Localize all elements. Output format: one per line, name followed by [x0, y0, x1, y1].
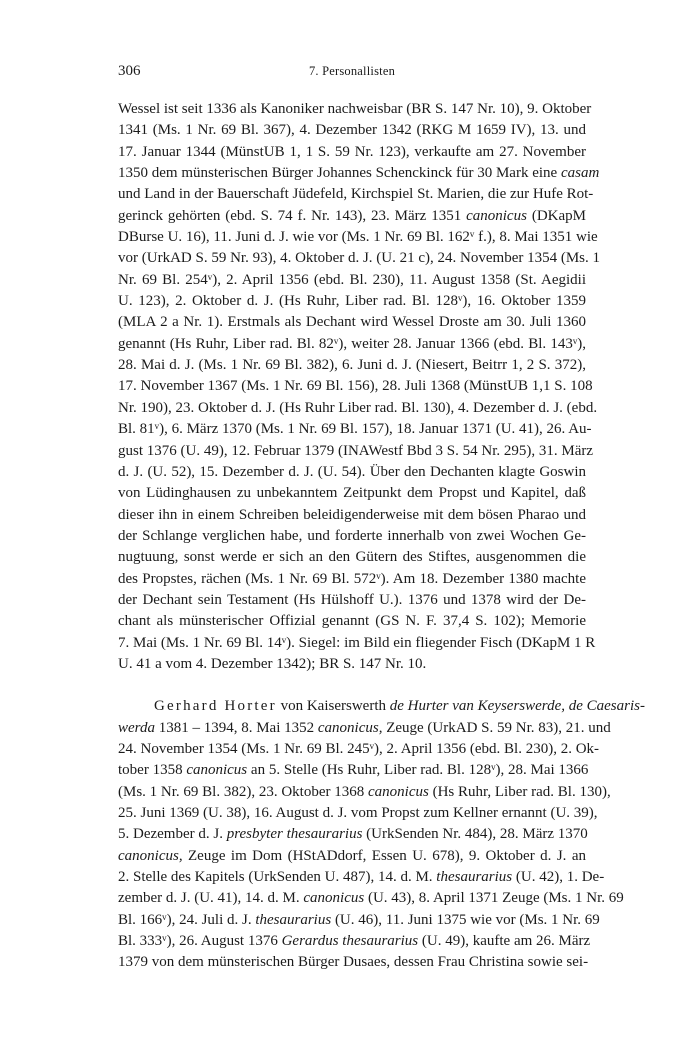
text-segment: chant als münsterischer Offizial genannt (GS N. F. 37,4 S. 102); Memorie: [118, 613, 586, 630]
text-line: [118, 718, 611, 739]
text-line: [118, 803, 598, 824]
text-line: [118, 334, 586, 355]
text-line: [118, 270, 586, 291]
text-segment: 1381 – 1394, 8. Mai 1352: [154, 719, 318, 736]
text-segment: 5. Dezember d. J.: [118, 826, 227, 843]
text-segment: U. 41 a vom 4. Dezember 1342); BR S. 147 Nr. 10.: [118, 655, 427, 672]
text-segment: tober 1358: [118, 762, 187, 779]
text-line: [118, 227, 598, 248]
text-line: [118, 867, 605, 888]
text-line: [118, 505, 586, 526]
text-segment: Bl. 81ᵛ), 6. März 1370 (Ms. 1 Nr. 69 Bl. 157), 18. Januar 1371 (U. 41), 26. Au-: [118, 421, 592, 438]
italic-term: werda: [118, 719, 155, 736]
italic-term: canonicus: [186, 762, 248, 779]
text-line: [118, 441, 594, 462]
text-line: [118, 526, 586, 547]
text-segment: der Dechant sein Testament (Hs Hülshoff U.). 1376 und 1378 wird der De-: [118, 591, 586, 608]
text-segment: von Lüdinghausen zu unbekanntem Zeitpunkt dem Propst und Kapitel, daß: [118, 485, 586, 502]
text-segment: der Schlange verglichen habe, und forderte innerhalb von zwei Wochen Ge-: [118, 527, 586, 544]
text-segment: (Ms. 1 Nr. 69 Bl. 382), 23. Oktober 1368: [118, 783, 368, 800]
text-line: [118, 760, 589, 781]
text-segment: Nr. 69 Bl. 254ᵛ), 2. April 1356 (ebd. Bl. 230), 11. August 1358 (St. Aegidii: [118, 271, 586, 288]
text-segment: (Hs Ruhr, Liber rad. Bl. 130),: [428, 783, 611, 800]
text-line: [118, 163, 600, 184]
text-segment: (U. 49), kaufte am 26. März: [418, 933, 591, 950]
text-line: [118, 952, 589, 973]
text-line: [118, 462, 586, 483]
text-segment: 17. November 1367 (Ms. 1 Nr. 69 Bl. 156), 28. Juli 1368 (MünstUB 1,1 S. 108: [118, 378, 593, 395]
text-segment: (MLA 2 a Nr. 1). Erstmals als Dechant wird Wessel Droste am 30. Juli 1360: [118, 314, 586, 331]
text-line: [118, 398, 598, 419]
text-segment: gerinck gehörten (ebd. S. 74 f. Nr. 143), 23. März 1351: [118, 207, 467, 224]
italic-term: thesaurarius: [255, 911, 332, 928]
text-segment: an 5. Stelle (Hs Ruhr, Liber rad. Bl. 128ᵛ), 28. Mai 1366: [247, 762, 589, 779]
text-line: [118, 739, 600, 760]
italic-term: canonicus: [368, 783, 429, 800]
text-segment: d. J. (U. 52), 15. Dezember d. J. (U. 54). Über den Dechanten klagte Goswin: [118, 463, 586, 480]
person-name: Gerhard Horter: [154, 698, 277, 715]
paragraph: [118, 696, 645, 973]
text-segment: des Propstes, rächen (Ms. 1 Nr. 69 Bl. 572ᵛ). Am 18. Dezember 1380 machte: [118, 570, 586, 587]
text-line: [118, 206, 586, 227]
text-segment: (UrkSenden Nr. 484), 28. März 1370: [362, 826, 588, 843]
text-segment: (U. 43), 8. April 1371 Zeuge (Ms. 1 Nr. 69: [364, 890, 624, 907]
italic-term: presbyter thesaurarius: [226, 826, 363, 843]
text-segment: 2. Stelle des Kapitels (UrkSenden U. 487), 14. d. M.: [118, 869, 437, 886]
page-number: 306: [118, 63, 141, 79]
text-line: [118, 654, 586, 675]
text-segment: Zeuge im Dom (HStADdorf, Essen U. 678), 9. Oktober d. J. an: [182, 847, 586, 864]
text-line: [118, 291, 586, 312]
text-segment: 25. Juni 1369 (U. 38), 16. August d. J. vom Propst zum Kellner ernannt (U. 39),: [118, 805, 598, 821]
running-head: [118, 63, 586, 83]
text-line: [118, 376, 593, 397]
text-line: [118, 910, 600, 931]
text-segment: von Kaiserswerth: [276, 698, 390, 715]
text-line: [118, 312, 586, 333]
text-segment: dieser ihn in einem Schreiben beleidigenderweise mit dem bösen Pharao und: [118, 506, 586, 523]
text-line: [118, 824, 586, 845]
text-segment: 28. Mai d. J. (Ms. 1 Nr. 69 Bl. 382), 6. Juni d. J. (Niesert, Beitrr 1, 2 S. 372),: [118, 357, 586, 374]
text-segment: Wessel ist seit 1336 als Kanoniker nachweisbar (BR S. 147 Nr. 10), 9. Oktober: [118, 101, 592, 117]
italic-term: canonicus,: [118, 847, 183, 864]
text-line: [118, 633, 596, 654]
text-segment: 1350 dem münsterischen Bürger Johannes Schenckinck für 30 Mark eine: [118, 165, 561, 182]
text-line: [118, 99, 592, 120]
text-line: [118, 611, 586, 632]
text-line: [118, 184, 594, 205]
text-segment: zember d. J. (U. 41), 14. d. M.: [118, 890, 304, 907]
text-segment: 24. November 1354 (Ms. 1 Nr. 69 Bl. 245ᵛ), 2. April 1356 (ebd. Bl. 230), 2. Ok-: [118, 740, 600, 757]
text-segment: nugtuung, sonst werde er sich an den Gütern des Stiftes, ausgenommen die: [118, 549, 586, 566]
text-line: [118, 569, 586, 590]
body-text: [118, 99, 645, 974]
italic-term: Gerardus thesaurarius: [281, 933, 419, 950]
text-segment: und Land in der Bauerschaft Jüdefeld, Kirchspiel St. Marien, die zur Hufe Rot-: [118, 186, 594, 203]
text-segment: DBurse U. 16), 11. Juni d. J. wie vor (Ms. 1 Nr. 69 Bl. 162ᵛ f.), 8. Mai 1351 wie: [118, 229, 598, 246]
text-segment: (U. 42), 1. De-: [512, 869, 605, 886]
italic-term: thesaurarius: [436, 869, 513, 886]
text-segment: Bl. 333ᵛ), 26. August 1376: [118, 933, 282, 950]
text-segment: Bl. 166ᵛ), 24. Juli d. J.: [118, 911, 256, 928]
text-line: [118, 483, 586, 504]
text-segment: U. 123), 2. Oktober d. J. (Hs Ruhr, Liber rad. Bl. 128ᵛ), 16. Oktober 1359: [118, 293, 586, 310]
text-segment: Nr. 190), 23. Oktober d. J. (Hs Ruhr Liber rad. Bl. 130), 4. Dezember d. J. (ebd.: [118, 399, 598, 416]
text-line: [118, 888, 624, 909]
text-line: [118, 931, 591, 952]
text-segment: 7. Mai (Ms. 1 Nr. 69 Bl. 14ᵛ). Siegel: im Bild ein fliegender Fisch (DKapM 1 R: [118, 634, 596, 651]
text-line: [118, 782, 611, 803]
text-segment: (U. 46), 11. Juni 1375 wie vor (Ms. 1 Nr. 69: [331, 911, 600, 928]
italic-term: canonicus: [466, 207, 527, 224]
text-segment: 1341 (Ms. 1 Nr. 69 Bl. 367), 4. Dezember 1342 (RKG M 1659 IV), 13. und: [118, 122, 586, 139]
text-line: [118, 590, 586, 611]
text-segment: (DKapM: [526, 207, 587, 224]
paragraph: [118, 99, 601, 675]
italic-term: casam: [560, 165, 600, 182]
italic-term: canonicus: [303, 890, 365, 907]
text-line: [118, 248, 601, 269]
text-segment: genannt (Hs Ruhr, Liber rad. Bl. 82ᵛ), weiter 28. Januar 1366 (ebd. Bl. 143ᵛ),: [118, 335, 586, 352]
running-head-title: 7. Personallisten: [308, 64, 396, 78]
text-line: [118, 547, 586, 568]
text-line: [118, 355, 586, 376]
text-segment: 1379 von dem münsterischen Bürger Dusaes, dessen Frau Christina sowie sei-: [118, 954, 589, 971]
italic-term: de Hurter van Keyserswerde, de Caesaris-: [389, 698, 645, 715]
text-segment: gust 1376 (U. 49), 12. Februar 1379 (INAWestf Bbd 3 S. 54 Nr. 295), 31. März: [118, 442, 594, 459]
text-line: [118, 142, 586, 163]
italic-term: canonicus,: [317, 719, 383, 736]
text-line: [118, 120, 586, 141]
text-segment: 17. Januar 1344 (MünstUB 1, 1 S. 59 Nr. 123), verkaufte am 27. November: [118, 143, 586, 160]
text-segment: vor (UrkAD S. 59 Nr. 93), 4. Oktober d. J. (U. 21 c), 24. November 1354 (Ms. 1: [118, 250, 601, 267]
text-line: [118, 846, 586, 867]
text-segment: Zeuge (UrkAD S. 59 Nr. 83), 21. und: [382, 719, 611, 736]
text-line: [118, 419, 592, 440]
text-line: [118, 696, 645, 717]
